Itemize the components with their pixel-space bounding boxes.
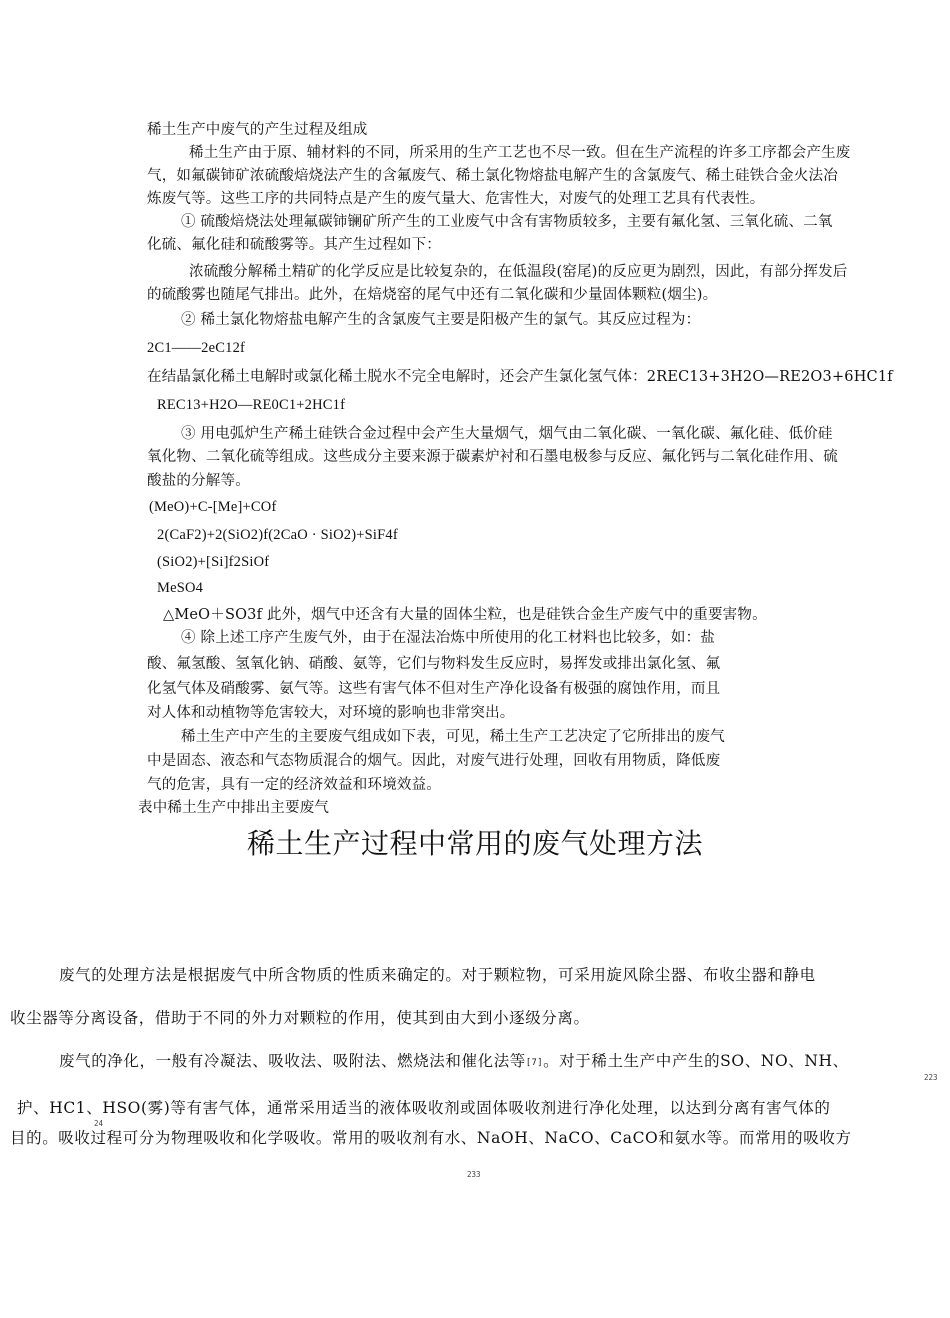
paragraph-text: 废气的净化，一般有冷凝法、吸收法、吸附法、燃烧法和催化法等 — [59, 1052, 526, 1070]
equation: (SiO2)+[Si]f2SiOf — [157, 554, 270, 570]
subscript-digits: 233 — [467, 1170, 481, 1179]
table-caption: 表中稀土生产中排出主要废气 — [138, 800, 330, 816]
section-heading: 稀土生产中废气的产生过程及组成 — [147, 122, 368, 138]
text-line: 浓硫酸分解稀土精矿的化学反应是比较复杂的，在低温段(窑尾)的反应更为剧烈，因此，有部分挥发后 — [189, 264, 848, 280]
section-title: 稀土生产过程中常用的废气处理方法 — [246, 827, 703, 860]
text-line: 的硫酸雾也随尾气排出。此外，在焙烧窑的尾气中还有二氧化碳和少量固体颗粒(烟尘)。 — [147, 287, 718, 303]
paragraph-line: 收尘器等分离设备，借助于不同的外力对颗粒的作用，使其到由大到小逐级分离。 — [10, 1009, 590, 1027]
text-line: ③ 用电弧炉生产稀土硅铁合金过程中会产生大量烟气，烟气由二氧化碳、一氧化碳、氟化硅、低价硅 — [181, 426, 833, 442]
subscript-digits: 24 — [94, 1119, 104, 1128]
text-line: ④ 除上述工序产生废气外，由于在湿法冶炼中所使用的化工材料也比较多，如：盐 — [181, 630, 716, 646]
text-line: 化硫、氟化硅和硫酸雾等。其产生过程如下： — [147, 237, 441, 253]
text-line: 气，如氟碳铈矿浓硫酸焙烧法产生的含氟废气、稀土氯化物熔盐电解产生的含氯废气、稀土硅铁合金火法冶 — [147, 168, 838, 184]
equation: 2C1——2eC12f — [147, 340, 246, 356]
text-line: 对人体和动植物等危害较大，对环境的影响也非常突出。 — [147, 705, 515, 721]
paragraph-line: 废气的处理方法是根据废气中所含物质的性质来确定的。对于颗粒物，可采用旋风除尘器、布收尘器和静电 — [59, 966, 816, 984]
text-line: 稀土生产中产生的主要废气组成如下表，可见，稀土生产工艺决定了它所排出的废气 — [181, 729, 725, 745]
equation: (MeO)+C-[Me]+COf — [149, 499, 277, 515]
paragraph-text: 。对于稀土生产中产生的SO、NO、NH、 — [543, 1052, 849, 1070]
subscript-digits: 223 — [924, 1073, 938, 1082]
text-line: ② 稀土氯化物熔盐电解产生的含氯废气主要是阳极产生的氯气。其反应过程为： — [181, 312, 701, 328]
text-line: 酸盐的分解等。 — [147, 473, 250, 489]
equation: MeSO4 — [157, 580, 204, 596]
text-line: 稀土生产由于原、辅材料的不同，所采用的生产工艺也不尽一致。但在生产流程的许多工序都会产生废 — [189, 145, 851, 161]
text-line: ① 硫酸焙烧法处理氟碳铈镧矿所产生的工业废气中含有害物质较多，主要有氟化氢、三氧化硫、二氧 — [181, 214, 833, 230]
equation: 2(CaF2)+2(SiO2)f(2CaO · SiO2)+SiF4f — [157, 527, 398, 543]
text-line: 气的危害，具有一定的经济效益和环境效益。 — [147, 777, 441, 793]
text-line: △MeO＋SO3f 此外，烟气中还含有大量的固体尘粒，也是硅铁合金生产废气中的重要害物。 — [163, 607, 767, 623]
paragraph-line: 目的。吸收过程可分为物理吸收和化学吸收。常用的吸收剂有水、NaOH、NaCO、CaCO和氨水等。而常用的吸收方 — [10, 1129, 852, 1147]
equation: REC13+H2O—RE0C1+2HC1f — [157, 397, 346, 413]
text-line: 在结晶氯化稀土电解时或氯化稀土脱水不完全电解时，还会产生氯化氢气体：2REC13+3H2O—RE2O3+6HC1f — [147, 369, 893, 385]
paragraph-line: 护、HC1、HSO(雾)等有害气体，通常采用适当的液体吸收剂或固体吸收剂进行净化处理，以达到分离有害气体的 — [17, 1099, 831, 1117]
text-line: 中是固态、液态和气态物质混合的烟气。因此，对废气进行处理，回收有用物质，降低废 — [147, 753, 721, 769]
text-line: 炼废气等。这些工序的共同特点是产生的废气量大、危害性大，对废气的处理工艺具有代表性。 — [147, 191, 765, 207]
paragraph-line — [59, 1051, 849, 1073]
text-line: 酸、氟氢酸、氢氧化钠、硝酸、氨等，它们与物料发生反应时，易挥发或排出氯化氢、氟 — [147, 656, 721, 672]
citation-ref[interactable]: [7] — [525, 1058, 544, 1068]
text-line: 氧化物、二氧化硫等组成。这些成分主要来源于碳素炉衬和石墨电极参与反应、氟化钙与二氧化硅作用、硫 — [147, 449, 838, 465]
text-line: 化氢气体及硝酸雾、氨气等。这些有害气体不但对生产净化设备有极强的腐蚀作用，而且 — [147, 681, 721, 697]
